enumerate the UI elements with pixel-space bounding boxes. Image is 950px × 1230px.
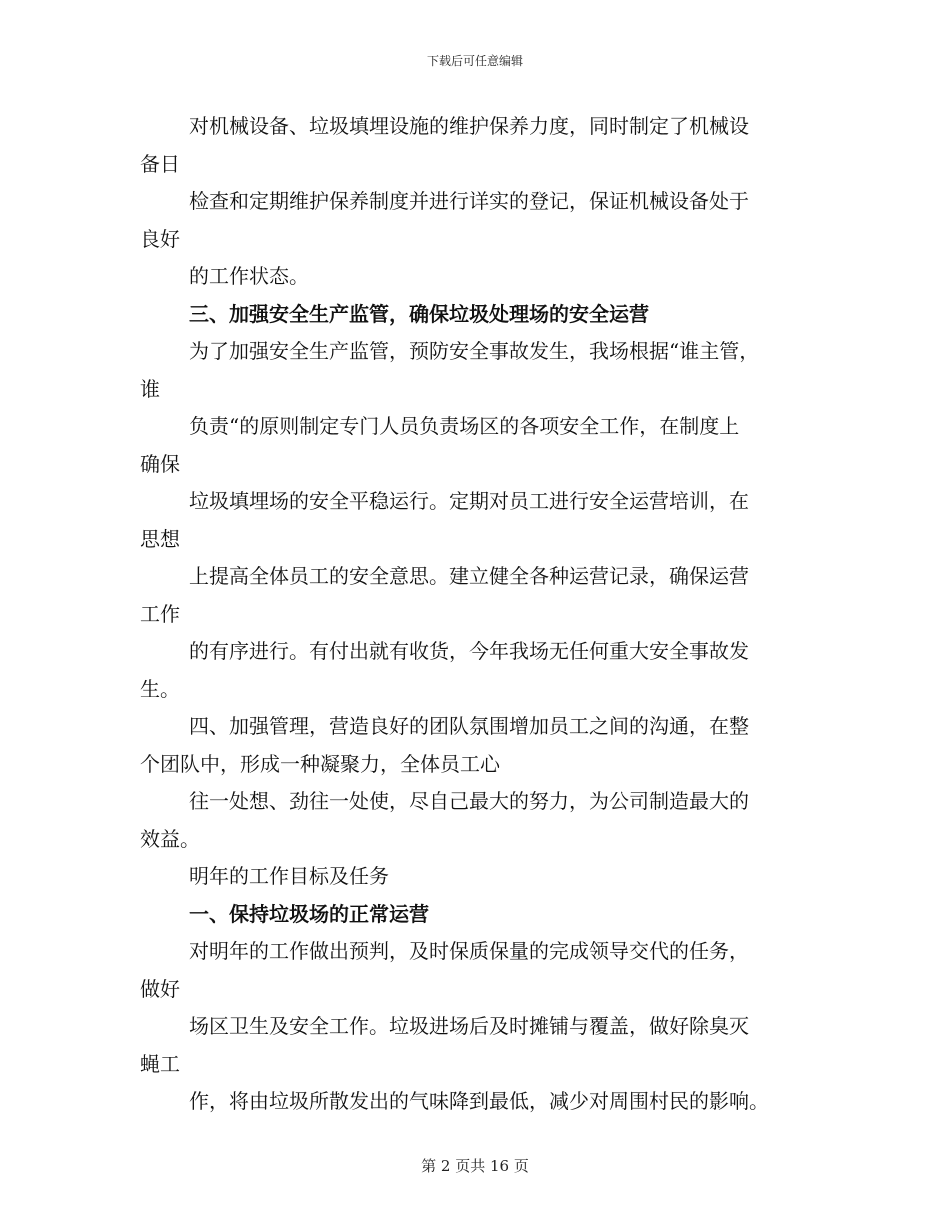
text-line: 做好 [140, 976, 180, 1001]
text-line: 的有序进行。有付出就有收货，今年我场无任何重大安全事故发 [189, 639, 749, 663]
section-heading: 三、加强安全生产监管，确保垃圾处理场的安全运营 [189, 301, 649, 326]
text-line: 工作 [140, 601, 180, 626]
page-footer: 第 2 页共 16 页 [421, 1157, 529, 1175]
text-line: 效益。 [140, 826, 200, 851]
text-line: 为了加强安全生产监管，预防安全事故发生，我场根据“谁主管， [189, 339, 760, 363]
text-line: 蝇工 [140, 1051, 180, 1076]
text-line: 的工作状态。 [189, 264, 309, 288]
text-line: 往一处想、劲往一处使，尽自己最大的努力，为公司制造最大的 [189, 789, 749, 813]
text-line: 负责“的原则制定专门人员负责场区的各项安全工作，在制度上 [189, 414, 740, 438]
text-line: 检查和定期维护保养制度并进行详实的登记，保证机械设备处于 [189, 189, 749, 213]
text-line: 生。 [140, 676, 180, 701]
text-line: 明年的工作目标及任务 [189, 864, 389, 888]
text-line: 个团队中，形成一种凝聚力，全体员工心 [140, 751, 500, 776]
text-line: 作，将由垃圾所散发出的气味降到最低，减少对周围村民的影响。 [189, 1089, 769, 1113]
text-line: 谁 [140, 376, 160, 401]
text-line: 备日 [140, 151, 180, 176]
page-header: 下载后可任意编辑 [426, 54, 523, 68]
text-line: 良好 [140, 226, 180, 251]
text-line: 场区卫生及安全工作。垃圾进场后及时摊铺与覆盖，做好除臭灭 [189, 1014, 749, 1038]
section-heading: 一、保持垃圾场的正常运营 [189, 901, 429, 926]
text-line: 对机械设备、垃圾填埋设施的维护保养力度，同时制定了机械设 [189, 114, 749, 138]
text-line: 四、加强管理，营造良好的团队氛围增加员工之间的沟通，在整 [189, 714, 749, 738]
text-line: 对明年的工作做出预判，及时保质保量的完成领导交代的任务， [189, 939, 749, 963]
text-line: 思想 [140, 526, 180, 551]
document-body [140, 108, 820, 1121]
text-line: 垃圾填埋场的安全平稳运行。定期对员工进行安全运营培训，在 [189, 489, 749, 513]
text-line: 上提高全体员工的安全意思。建立健全各种运营记录，确保运营 [189, 564, 749, 588]
text-line: 确保 [140, 451, 180, 476]
